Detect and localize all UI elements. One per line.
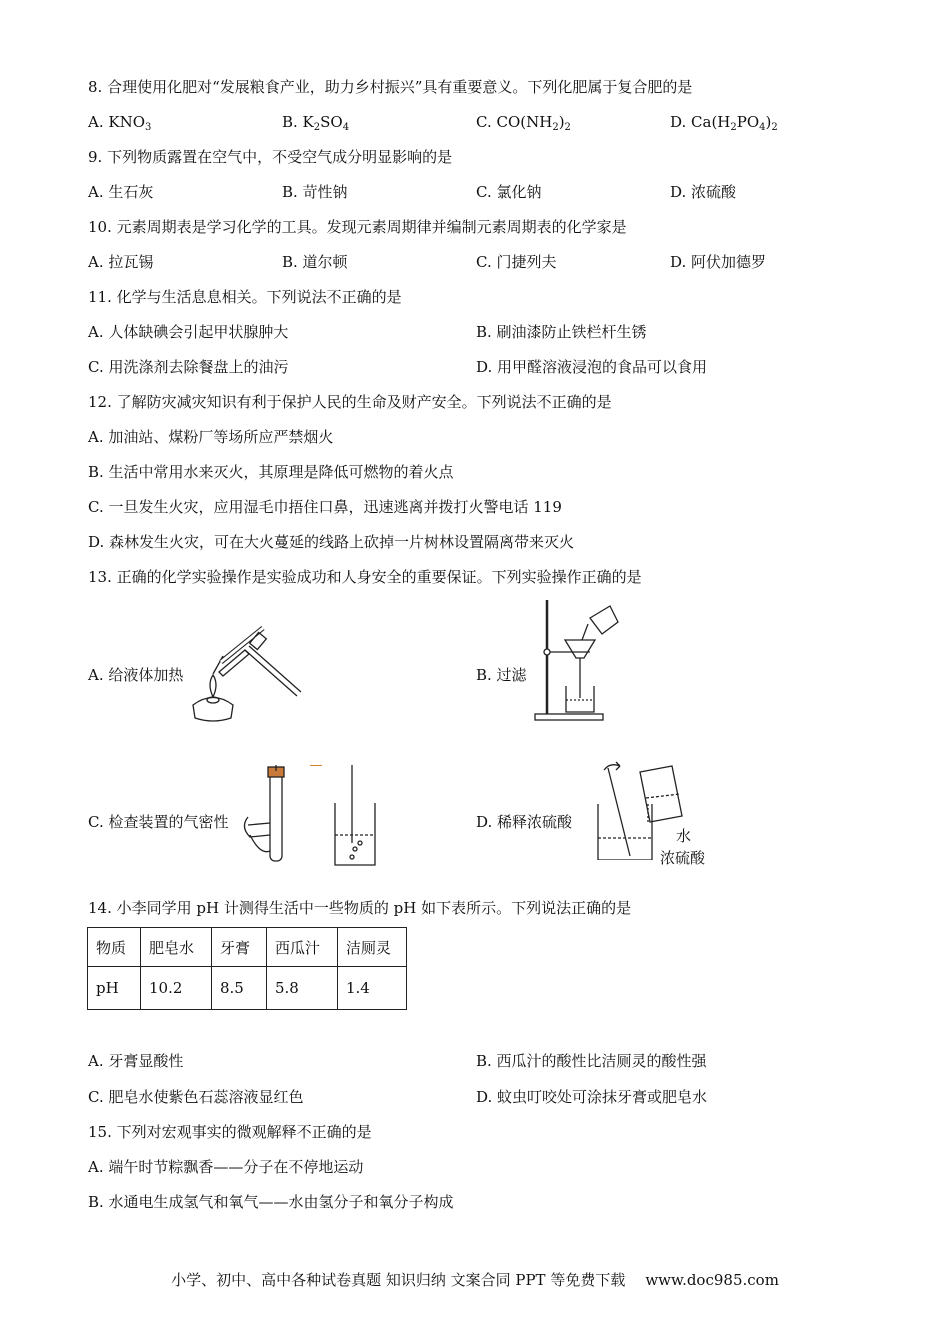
q8-option-c: C. $CO(NH_2)_2$	[476, 113, 571, 133]
q13-option-d: D. 稀释浓硫酸	[476, 813, 573, 831]
q8-stem: 8. 合理使用化肥对“发展粮食产业，助力乡村振兴”具有重要意义。下列化肥属于复合肥的是	[88, 78, 693, 96]
q13-option-c: C. 检查装置的气密性	[88, 813, 229, 831]
q12-option-b: B. 生活中常用水来灭火，其原理是降低可燃物的着火点	[88, 463, 454, 481]
q9-option-d: D. 浓硫酸	[670, 183, 737, 201]
q12-option-c: C. 一旦发生火灾，应用湿毛巾捂住口鼻，迅速逃离并拨打火警电话 119	[88, 498, 562, 516]
q8-option-a: A. $KNO_3$	[88, 113, 152, 133]
table-header-row	[88, 928, 407, 967]
q15-stem: 15. 下列对宏观事实的微观解释不正确的是	[88, 1123, 372, 1141]
q14-option-b: B. 西瓜汁的酸性比洁厕灵的酸性强	[476, 1052, 707, 1070]
q10-stem: 10. 元素周期表是学习化学的工具。发现元素周期律并编制元素周期表的化学家是	[88, 218, 627, 236]
table-header-cell: 牙膏	[212, 928, 267, 967]
q9-stem: 9. 下列物质露置在空气中，不受空气成分明显影响的是	[88, 148, 453, 166]
q12-stem: 12. 了解防灾减灾知识有利于保护人民的生命及财产安全。下列说法不正确的是	[88, 393, 612, 411]
q9-option-c: C. 氯化钠	[476, 183, 542, 201]
table-header-cell: 物质	[88, 928, 141, 967]
table-cell: 1.4	[338, 967, 407, 1010]
page-footer	[0, 1269, 950, 1290]
water-label: 水	[676, 827, 692, 845]
q11-option-c: C. 用洗涤剂去除餐盘上的油污	[88, 358, 289, 376]
q11-option-d: D. 用甲醛溶液浸泡的食品可以食用	[476, 358, 708, 376]
table-cell: 5.8	[267, 967, 338, 1010]
acid-label: 浓硫酸	[660, 849, 706, 867]
airtightness-figure	[240, 765, 390, 870]
q11-option-b: B. 刷油漆防止铁栏杆生锈	[476, 323, 647, 341]
q13-option-b: B. 过滤	[476, 666, 527, 684]
heating-liquid-figure	[183, 620, 303, 725]
q13-stem: 13. 正确的化学实验操作是实验成功和人身安全的重要保证。下列实验操作正确的是	[88, 568, 642, 586]
q8-option-d: D. $Ca(H_2PO_4)_2$	[670, 113, 778, 133]
table-row	[88, 967, 407, 1010]
q9-option-a: A. 生石灰	[88, 183, 154, 201]
q12-option-a: A. 加油站、煤粉厂等场所应严禁烟火	[88, 428, 334, 446]
footer-text: 小学、初中、高中各种试卷真题 知识归纳 文案合同 PPT 等免费下载	[171, 1271, 626, 1289]
filtration-figure	[530, 600, 625, 725]
table-header-cell: 西瓜汁	[267, 928, 338, 967]
q10-option-c: C. 门捷列夫	[476, 253, 557, 271]
q14-option-c: C. 肥皂水使紫色石蕊溶液显红色	[88, 1088, 304, 1106]
q10-option-d: D. 阿伏加德罗	[670, 253, 767, 271]
table-cell: 8.5	[212, 967, 267, 1010]
table-cell: 10.2	[141, 967, 212, 1010]
footer-url-link[interactable]: www.doc985.com	[645, 1271, 779, 1289]
q14-option-d: D. 蚊虫叮咬处可涂抹牙膏或肥皂水	[476, 1088, 708, 1106]
q10-option-b: B. 道尔顿	[282, 253, 348, 271]
ph-table	[87, 927, 407, 1010]
q12-option-d: D. 森林发生火灾，可在大火蔓延的线路上砍掉一片树林设置隔离带来灭火	[88, 533, 575, 551]
q10-option-a: A. 拉瓦锡	[88, 253, 154, 271]
q13-option-a: A. 给液体加热	[88, 666, 184, 684]
q11-stem: 11. 化学与生活息息相关。下列说法不正确的是	[88, 288, 402, 306]
table-header-cell: 肥皂水	[141, 928, 212, 967]
q11-option-a: A. 人体缺碘会引起甲状腺肿大	[88, 323, 289, 341]
table-cell: pH	[88, 967, 141, 1010]
q15-option-a: A. 端午时节粽飘香——分子在不停地运动	[88, 1158, 364, 1176]
q14-stem: 14. 小李同学用 pH 计测得生活中一些物质的 pH 如下表所示。下列说法正确的是	[88, 899, 632, 917]
q15-option-b: B. 水通电生成氢气和氧气——水由氢分子和氧分子构成	[88, 1193, 454, 1211]
q14-option-a: A. 牙膏显酸性	[88, 1052, 184, 1070]
q9-option-b: B. 苛性钠	[282, 183, 348, 201]
q8-option-b: B. $K_2SO_4$	[282, 113, 350, 133]
table-header-cell: 洁厕灵	[338, 928, 407, 967]
